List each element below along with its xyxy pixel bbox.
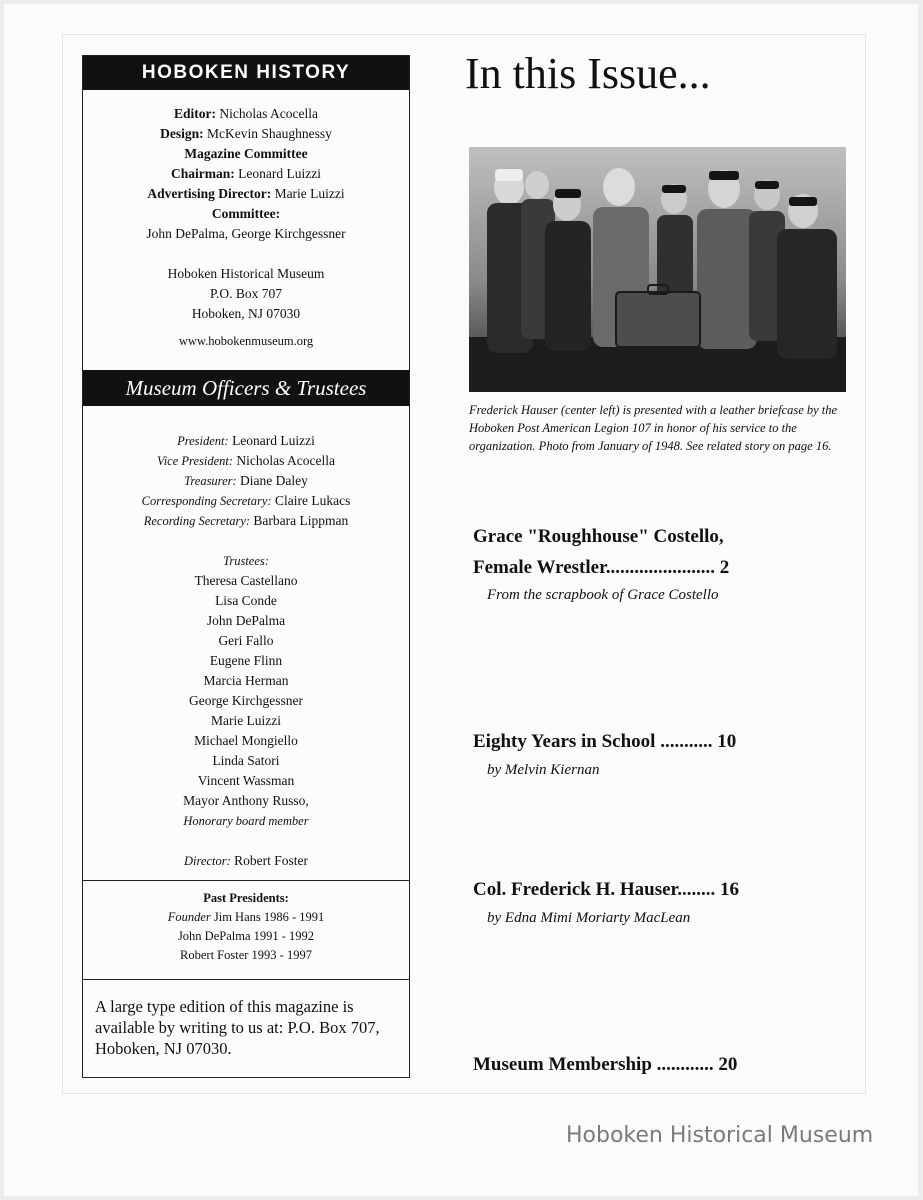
trustee-name: John DePalma [206, 613, 286, 628]
advertising-credit: Advertising Director: Marie Luizzi [147, 186, 345, 201]
trustee-name: Marie Luizzi [210, 713, 282, 728]
toc-item-subtitle: by Melvin Kiernan [487, 762, 600, 778]
past-presidents-heading: Past Presidents: [203, 891, 289, 905]
trustee-name: Theresa Castellano [194, 573, 298, 588]
trustee-name: Geri Fallo [218, 633, 274, 648]
masthead-box [82, 55, 410, 1078]
masthead-title: HOBOKEN HISTORY [83, 56, 409, 90]
legion-photo [469, 147, 846, 392]
address-line: P.O. Box 707 [209, 286, 282, 301]
officer-row: Treasurer: Diane Daley [184, 473, 308, 488]
past-president-row: Founder Jim Hans 1986 - 1991 [167, 910, 325, 924]
website-link[interactable]: www.hobokenmuseum.org [178, 334, 314, 348]
committee-members: John DePalma, George Kirchgessner [146, 226, 346, 241]
trustee-name: Mayor Anthony Russo, [183, 793, 309, 808]
toc-item-title[interactable]: Grace "Roughhouse" Costello, [473, 526, 724, 547]
trustee-name: George Kirchgessner [188, 693, 304, 708]
committee-label: Committee: [211, 206, 281, 221]
officer-row: Vice President: Nicholas Acocella [157, 453, 335, 468]
trustee-name: Lisa Conde [215, 593, 277, 608]
editor-credit: Editor: Nicholas Acocella [174, 106, 318, 121]
honorary-note: Honorary board member [183, 814, 309, 828]
toc-item-subtitle: by Edna Mimi Moriarty MacLean [487, 910, 691, 926]
trustee-name: Michael Mongiello [194, 733, 298, 748]
officer-row: Recording Secretary: Barbara Lippman [143, 513, 349, 528]
trustees-label: Trustees: [223, 554, 269, 568]
toc-item-title[interactable]: Female Wrestler....................... 2 [473, 557, 730, 578]
museum-watermark: Hoboken Historical Museum [566, 1123, 874, 1148]
director-row: Director: Robert Foster [184, 853, 308, 868]
toc-item-subtitle: From the scrapbook of Grace Costello [487, 587, 719, 603]
trustee-name: Eugene Flinn [209, 653, 283, 668]
officer-row: President: Leonard Luizzi [177, 433, 315, 448]
design-credit: Design: McKevin Shaughnessy [160, 126, 332, 141]
large-type-note: A large type edition of this magazine is available by writing to us at: P.O. Box 707, Hoboken, NJ 07030. [95, 997, 380, 1058]
toc-item-title[interactable]: Museum Membership ............ 20 [473, 1054, 738, 1075]
toc-item-title[interactable]: Col. Frederick H. Hauser........ 16 [473, 879, 739, 900]
officer-row: Corresponding Secretary: Claire Lukacs [141, 493, 351, 508]
address-line: Hoboken Historical Museum [167, 266, 325, 281]
toc-item-title[interactable]: Eighty Years in School ........... 10 [473, 731, 737, 752]
chairman-credit: Chairman: Leonard Luizzi [171, 166, 321, 181]
trustee-name: Vincent Wassman [197, 773, 295, 788]
officers-heading: Museum Officers & Trustees [83, 370, 409, 406]
committee-heading: Magazine Committee [184, 146, 308, 161]
issue-title: In this Issue... [465, 49, 711, 98]
past-president-row: John DePalma 1991 - 1992 [177, 929, 315, 943]
photo-caption: Frederick Hauser (center left) is presented with a leather briefcase by the Hoboken Post American Legion 107 in honor of his service to the organization. Photo from January of 1948. See related story on page 16. [469, 403, 838, 453]
divider [83, 979, 409, 980]
address-line: Hoboken, NJ 07030 [191, 306, 301, 321]
trustee-name: Linda Satori [212, 753, 280, 768]
trustee-name: Marcia Herman [203, 673, 289, 688]
photo-illustration [469, 147, 846, 392]
divider [83, 880, 409, 881]
past-president-row: Robert Foster 1993 - 1997 [180, 948, 312, 962]
